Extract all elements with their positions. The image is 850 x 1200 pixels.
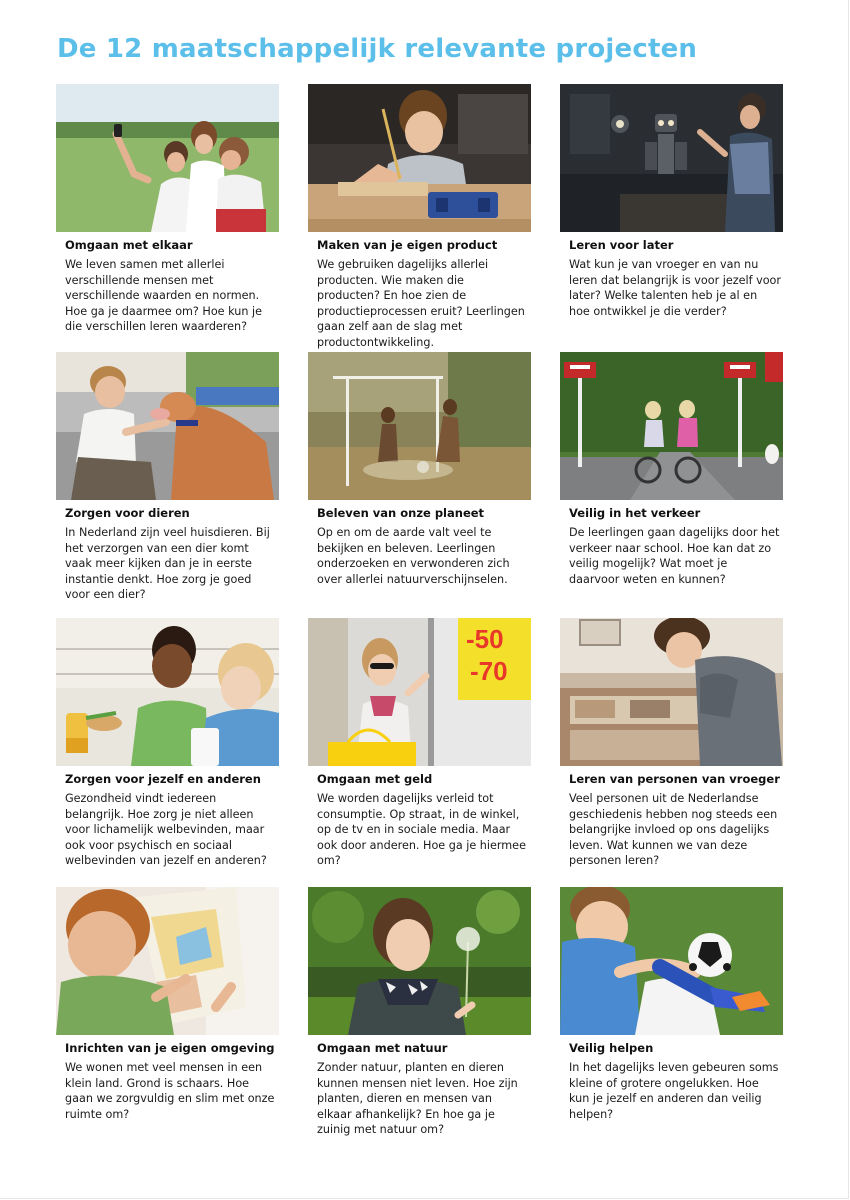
project-description: We gebruiken dagelijks allerlei producten. Wie maken die producten? En hoe zien de productieprocessen eruit? Leerlingen gaan zelf aan de slag met productontwikkeling.: [317, 258, 525, 349]
project-description: Veel personen uit de Nederlandse geschiedenis hebben nog steeds een belangrijke invloed op ons dagelijks leven. Wat kunnen we van deze personen leren?: [569, 792, 778, 868]
project-description: In Nederland zijn veel huisdieren. Bij het verzorgen van een dier komt vaak meer kijken dan je in eerste instantie denkt. Hoe zorg je goed voor een dier?: [65, 526, 270, 602]
project-description: We leven samen met allerlei verschillende mensen met verschillende waarden en normen. Hoe ga je daarmee om? Hoe kun je die verschillen leren waarderen?: [65, 258, 262, 334]
project-title: Inrichten van je eigen omgeving: [65, 1041, 275, 1055]
project-photo: [56, 618, 279, 766]
project-description: We worden dagelijks verleid tot consumptie. Op straat, in de winkel, op de tv en in sociale media. Maar ook door anderen. Hoe ga je hiermee om?: [317, 792, 526, 868]
project-card: [56, 618, 279, 869]
project-card: [56, 887, 279, 1122]
project-photo: [560, 618, 783, 766]
project-title: Beleven van onze planeet: [317, 506, 485, 520]
project-card: [308, 352, 531, 587]
project-title: Omgaan met natuur: [317, 1041, 448, 1055]
svg-text:-50: -50: [466, 624, 504, 654]
svg-text:-70: -70: [470, 656, 508, 686]
project-photo: [560, 84, 783, 232]
project-description: In het dagelijks leven gebeuren soms kleine of grotere ongelukken. Hoe kun je jezelf en anderen dan veilig helpen?: [569, 1061, 779, 1121]
project-photo: [560, 887, 783, 1035]
project-title: Omgaan met elkaar: [65, 238, 193, 252]
project-title: Zorgen voor jezelf en anderen: [65, 772, 261, 786]
project-photo: [308, 84, 531, 232]
project-card: [308, 887, 531, 1138]
project-description: Wat kun je van vroeger en van nu leren dat belangrijk is voor jezelf voor later? Welke talenten heb je al en hoe ontwikkel je die verder?: [569, 258, 781, 318]
project-title: Omgaan met geld: [317, 772, 433, 786]
project-description: Gezondheid vindt iedereen belangrijk. Hoe zorg je niet alleen voor lichamelijk welbevinden, maar ook voor psychisch en sociaal welbevinden van jezelf en anderen?: [65, 792, 267, 868]
project-card: [560, 352, 783, 587]
project-card: [308, 618, 531, 869]
project-title: Veilig helpen: [569, 1041, 654, 1055]
project-photo: [308, 618, 531, 766]
project-title: Zorgen voor dieren: [65, 506, 190, 520]
project-photo: [308, 352, 531, 500]
project-photo: [560, 352, 783, 500]
project-photo: [56, 352, 279, 500]
project-card: [56, 352, 279, 603]
project-card: [308, 84, 531, 351]
project-photo: [56, 84, 279, 232]
project-description: De leerlingen gaan dagelijks door het verkeer naar school. Hoe kan dat zo veilig mogelijk? Wat moet je daarvoor weten en kunnen?: [569, 526, 780, 586]
project-description: Zonder natuur, planten en dieren kunnen mensen niet leven. Hoe zijn planten, dieren en mensen van elkaar afhankelijk? En hoe ga je zuinig met natuur om?: [317, 1061, 518, 1137]
project-photo: [308, 887, 531, 1035]
project-description: Op en om de aarde valt veel te bekijken en beleven. Leerlingen onderzoeken en verwonderen zich over allerlei natuurverschijnselen.: [317, 526, 510, 586]
project-description: We wonen met veel mensen in een klein land. Grond is schaars. Hoe gaan we zorgvuldig en slim met onze ruimte om?: [65, 1061, 275, 1121]
project-card: [560, 618, 783, 869]
project-card: [560, 887, 783, 1122]
project-title: Veilig in het verkeer: [569, 506, 701, 520]
project-title: Leren voor later: [569, 238, 674, 252]
page-title: De 12 maatschappelijk relevante projecten: [57, 34, 698, 64]
project-title: Maken van je eigen product: [317, 238, 498, 252]
project-photo: [56, 887, 279, 1035]
project-card: [560, 84, 783, 319]
project-title: Leren van personen van vroeger: [569, 772, 780, 786]
project-card: [56, 84, 279, 335]
